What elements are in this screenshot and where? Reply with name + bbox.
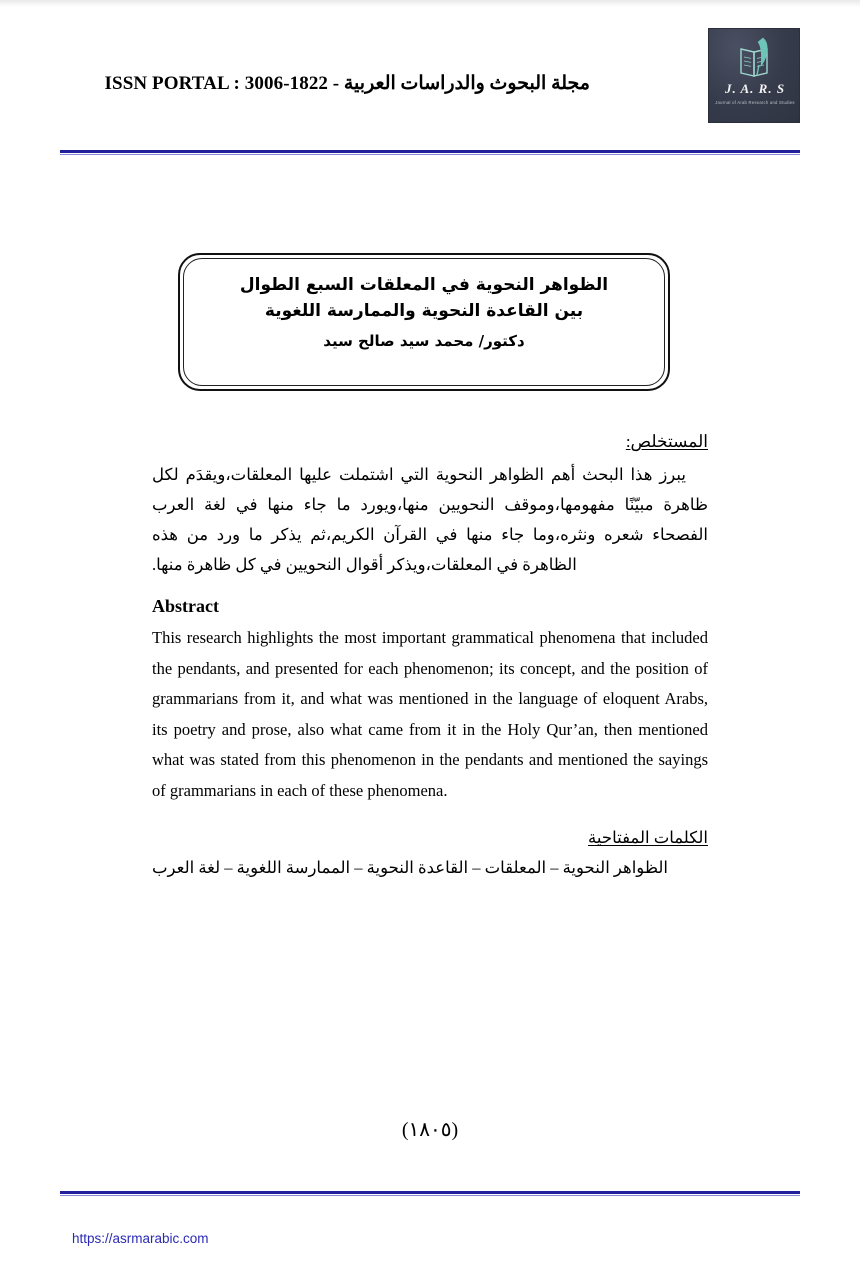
header-divider-rule <box>60 150 800 155</box>
article-author: دكتور/ محمد سيد صالح سيد <box>323 332 525 350</box>
rule-thick-line <box>60 1191 800 1194</box>
english-abstract-paragraph: This research highlights the most important grammatical phenomena that included the pendants, and presented for each phenomenon; its concept, and the position of grammarians from it, and what was mentioned in the language of eloquent Arabs, its poetry and prose, also what came from it in the Holy Qur’an, then mentioned what was stated from this phenomenon in the pendants and mentioned the sayings of grammarians in each of these phenomena. <box>152 628 708 800</box>
footer-website-link[interactable]: https://asrmarabic.com <box>72 1231 209 1246</box>
article-title-block <box>180 272 668 352</box>
rule-thin-line <box>60 1195 800 1196</box>
article-title-line-1: الظواهر النحوية في المعلقات السبع الطوال <box>239 275 609 295</box>
article-title-box <box>178 253 670 391</box>
article-content <box>152 432 708 883</box>
logo-subtitle: Journal of Arab Research and Studies <box>715 100 795 105</box>
footer-divider-rule <box>60 1191 800 1196</box>
keywords-paragraph: الظواهر النحوية – المعلقات – القاعدة النحوية – الممارسة اللغوية – لغة العرب <box>152 858 668 877</box>
open-book-with-quill-icon <box>709 35 800 79</box>
scan-edge-strip <box>0 0 860 7</box>
page-header <box>60 28 800 128</box>
arabic-abstract-paragraph: يبرز هذا البحث أهم الظواهر النحوية التي اشتملت عليها المعلقات،ويقدَم لكل ظاهرة مبيّنًا مفهومها،وموقف النحويين منها،ويورد ما جاء منها في لغة العرب الفصحاء شعره ونثره،وما جاء منها في القرآن الكريم،ثم يذكر ما ورد من هذه الظاهرة في المعلقات،ويذكر أقوال النحويين في كل ظاهرة منها. <box>152 465 708 574</box>
keywords-heading: الكلمات المفتاحية <box>588 828 708 847</box>
page-number: (١٨٠٥) <box>401 1119 459 1141</box>
logo-acronym: J. A. R. S <box>724 81 786 96</box>
rule-thin-line <box>60 154 800 155</box>
journal-masthead: مجلة البحوث والدراسات العربية - ISSN PORTAL : 3006-1822 <box>104 73 590 94</box>
article-title-line-2: بين القاعدة النحوية والممارسة اللغوية <box>264 301 584 321</box>
journal-logo <box>708 28 800 123</box>
english-abstract-heading: Abstract <box>152 596 219 616</box>
arabic-abstract-heading: المستخلص: <box>625 432 708 451</box>
rule-thick-line <box>60 150 800 153</box>
